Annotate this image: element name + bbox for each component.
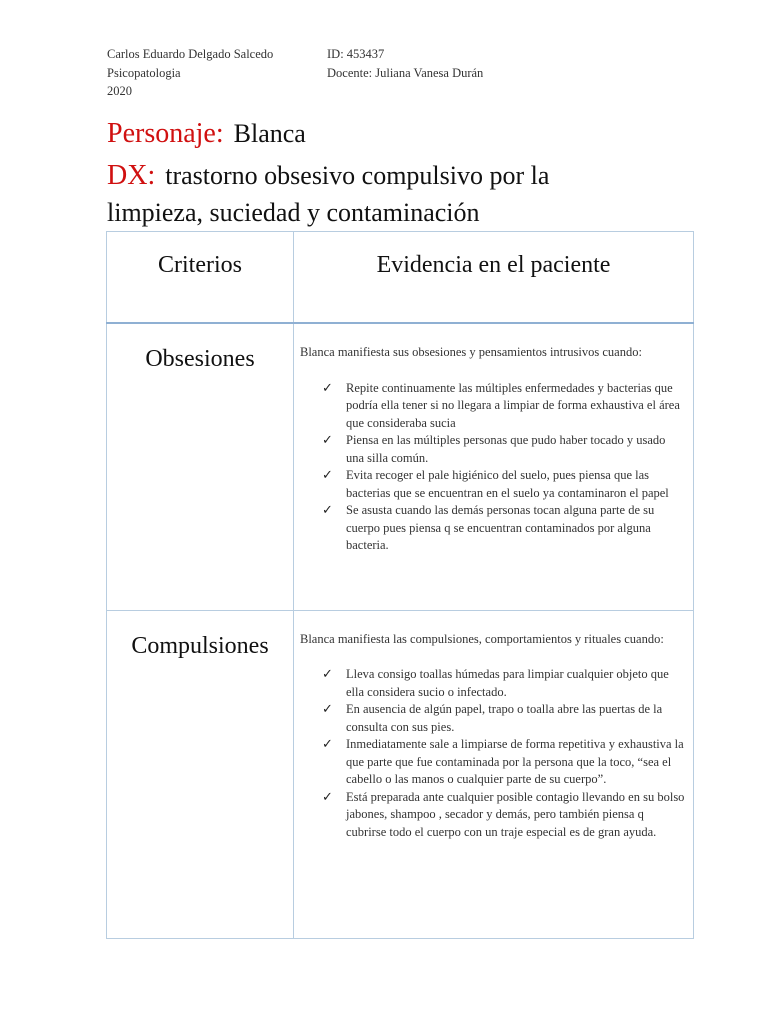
check-icon: ✓ <box>322 666 333 681</box>
check-icon: ✓ <box>322 701 333 716</box>
check-icon: ✓ <box>322 502 333 517</box>
table-row <box>107 323 694 610</box>
character-heading <box>107 118 306 150</box>
list-item: ✓ Repite continuamente las múltiples enfermedades y bacterias que podría ella tener si no llegara a limpiar de forma exhaustiva el área que consideraba sucia <box>322 379 680 430</box>
list-item: ✓ En ausencia de algún papel, trapo o toalla abre las puertas de la consulta con sus pies. <box>322 701 663 734</box>
check-icon: ✓ <box>322 788 333 804</box>
student-id: ID: 453437 <box>327 47 385 61</box>
author-name: Carlos Eduardo Delgado Salcedo <box>107 47 274 61</box>
check-icon: ✓ <box>322 736 333 751</box>
diagnosis-heading <box>107 160 549 192</box>
criteria-table <box>106 231 694 939</box>
table-header-row <box>107 232 694 324</box>
character-label: Personaje: <box>107 118 224 149</box>
dx-label: DX: <box>107 160 156 191</box>
dx-value-line1: trastorno obsesivo compulsivo por la <box>165 161 550 190</box>
list-item: ✓ Evita recoger el pale higiénico del suelo, pues piensa que las bacterias que se encuentran en el suelo ya contaminaron el papel <box>322 467 669 500</box>
teacher-name: Docente: Juliana Vanesa Durán <box>327 66 484 80</box>
criterion-compulsiones: Compulsiones <box>107 610 294 938</box>
evidence-compulsiones <box>294 610 694 938</box>
evidence-intro: Blanca manifiesta sus obsesiones y pensamientos intrusivos cuando: <box>300 345 642 359</box>
check-icon: ✓ <box>322 379 333 395</box>
list-item: ✓ Piensa en las múltiples personas que pudo haber tocado y usado una silla común. <box>322 432 666 465</box>
header-criteria: Criterios <box>107 232 294 324</box>
character-value: Blanca <box>233 119 306 148</box>
table-row <box>107 610 694 938</box>
course-name: Psicopatologia <box>107 66 181 80</box>
list-item: ✓ Se asusta cuando las demás personas tocan alguna parte de su cuerpo pues piensa q se encuentran contaminados por alguna bacteria. <box>322 502 655 552</box>
evidence-list <box>300 380 685 555</box>
criterion-obsesiones: Obsesiones <box>107 323 294 610</box>
evidence-list <box>300 666 685 841</box>
check-icon: ✓ <box>322 432 333 447</box>
evidence-obsesiones <box>294 323 694 610</box>
list-item: ✓ Inmediatamente sale a limpiarse de forma repetitiva y exhaustiva la que parte que fue contaminada por la persona que la toco, “sea el cabello o las manos o cualquier parte de su cuerpo”. <box>322 736 684 786</box>
list-item: ✓ Lleva consigo toallas húmedas para limpiar cualquier objeto que ella considera sucio o infectado. <box>322 666 669 699</box>
list-item: ✓ Está preparada ante cualquier posible contagio llevando en su bolso jabones, shampoo , secador y demás, pero también piensa q cubrirse todo el cuerpo con un traje especial es de gran ayuda. <box>322 788 685 839</box>
check-icon: ✓ <box>322 467 333 482</box>
dx-value-line2: limpieza, suciedad y contaminación <box>107 198 480 227</box>
year: 2020 <box>107 84 132 98</box>
evidence-intro: Blanca manifiesta las compulsiones, comportamientos y rituales cuando: <box>300 631 664 646</box>
header-evidence: Evidencia en el paciente <box>294 232 694 324</box>
